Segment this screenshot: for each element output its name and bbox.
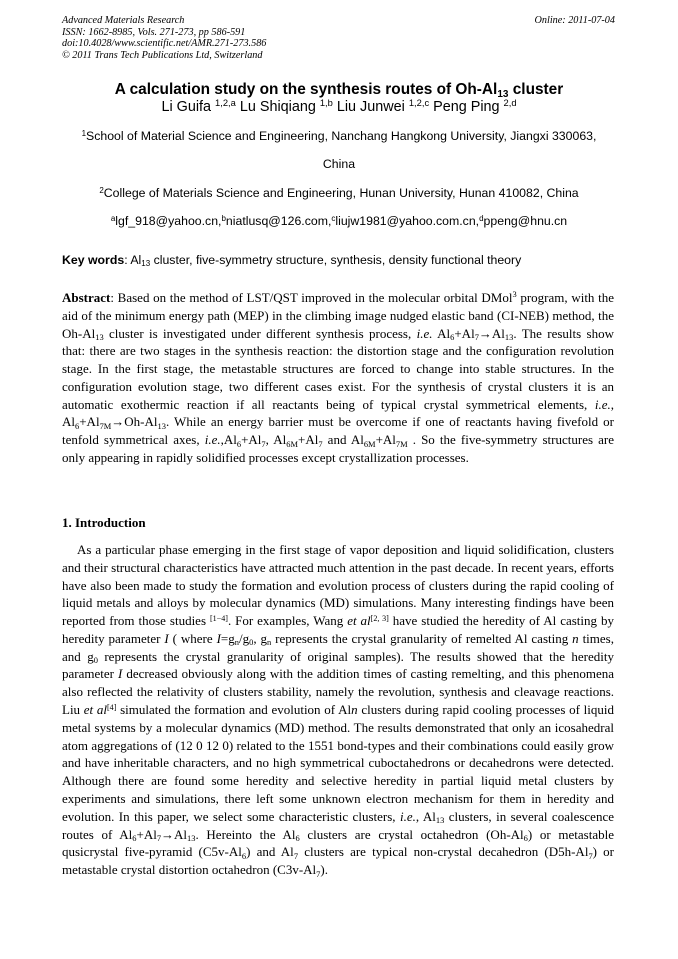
keywords-text: cluster, five-symmetry structure, synthesis, density functional theory bbox=[150, 253, 522, 267]
title-text: A calculation study on the synthesis routes of Oh-Al bbox=[114, 81, 498, 98]
copyright-line: © 2011 Trans Tech Publications Ltd, Switzerland bbox=[62, 49, 263, 61]
affiliation-text: College of Materials Science and Engineering, Hunan University, Hunan 410082, China bbox=[103, 186, 579, 200]
online-date: Online: 2011-07-04 bbox=[534, 15, 615, 26]
author-name: Peng Ping bbox=[433, 99, 500, 115]
author-affiliation-mark: 2,d bbox=[503, 97, 517, 108]
email-address[interactable]: lgf_918@yahoo.cn, bbox=[115, 214, 222, 228]
email-mark: d bbox=[479, 213, 484, 223]
abstract-text: : Based on the method of LST/QST improved in the molecular orbital DMol$^3$ program, with the aid of the minimum energy path (MEP) in the climbing image nudged elastic band (CI-NEB) method, the $Oh-Al_{13}$ cluster is investigated under different synthesis process, i.e. $Al_6+Al_7\to Al_{13}$. The results show that: there are two stages in the synthesis reaction: the distortion stage and the configuration revolution stage. In the first stage, the metastable structures are forced to change into stable structures. In the configuration evolution stage, two different cases exist. For the synthesis of crystal clusters it is an automatic exothermic reaction if all reactants being of typical crystal symmetrical elements, i.e., $Al_6+Al_{7M}\to Oh-Al_{13}$. While an energy barrier must be overcome if one of reactants having fivefold or tenfold symmetrical axes, $i.e.,Al_6+Al_7$, $Al_{6M}+Al_7$ and $Al_{6M}+Al_{7M}$ . So the five-symmetry structures are only appearing in rapidly solidified processes except crystallization processes. bbox=[62, 289, 615, 466]
title-suffix: cluster bbox=[508, 81, 564, 98]
keywords-subscript: 13 bbox=[141, 259, 151, 269]
affiliation-1 bbox=[0, 129, 678, 143]
paper-title bbox=[0, 81, 678, 99]
affiliation-mark: 1 bbox=[81, 128, 87, 138]
section-heading-introduction: 1. Introduction bbox=[62, 515, 146, 530]
author-name: Li Guifa bbox=[161, 99, 212, 115]
title-subscript: 13 bbox=[497, 89, 509, 100]
abstract bbox=[62, 289, 614, 467]
journal-header bbox=[62, 15, 266, 61]
email-mark: c bbox=[331, 213, 336, 223]
author-list bbox=[0, 99, 678, 115]
email-address[interactable]: ppeng@hnu.cn bbox=[483, 214, 568, 228]
email-list bbox=[0, 214, 678, 228]
journal-name: Advanced Materials Research bbox=[62, 15, 185, 26]
doi-line: doi:10.4028/www.scientific.net/AMR.271-273.586 bbox=[62, 38, 267, 50]
introduction-body: As a particular phase emerging in the first stage of vapor deposition and liquid solidification, clusters and their structural characteristics have attracted much attention in the past decade. In recent years, efforts have also been made to study the formation and evolution process of clusters during the rapid cooling of liquid metals and alloys by molecular dynamics (MD) simulations. Many interesting findings have been reported from those studies [1−4]. For examples, Wang et al[2, 3] have studied the heredity of Al casting by heredity parameter I ( where $I=g_n/g_0$, $g_n$ represents the crystal granularity of remelted Al casting n times, and $g_0$ represents the crystal granularity of original samples). The results showed that the heredity parameter I decreased obviously along with the addition times of casting remelting, and this phenomena also reflected the relativity of clusters stability, namely the revolution, synthesis and cleavage reactions. Liu et al[4] simulated the formation and evolution of Aln clusters during rapid cooling processes of liquid metal systems by a molecular dynamics (MD) method. The results demonstrated that only an icosahedral atom aggregations of (12 0 12 0) related to the 1551 bond-types and their combinations could easily grow and have inheritable characters, and no high symmetrical cuboctahedrons or decahedrons were detected. Although there are found some heredity and selective heredity in partial liquid metal clusters by experiments and simulations, there left some unknown electron mechanism for them in heredity and evolution. In this paper, we select some characteristic clusters, i.e., $Al_{13}$ clusters, in several coalescence routes of $Al_6+Al_7\to Al_{13}$. Hereinto the $Al_6$ clusters are crystal octahedron $(Oh-Al_6)$ or metastable qusicrystal five-pyramid $(C5v-Al_6)$ and $Al_7$ clusters are typical non-crystal decahedron $(D5h-Al_7)$ or metastable crystal distortion octahedron $(C3v-Al_7)$. bbox=[62, 542, 615, 879]
issn-line: ISSN: 1662-8985, Vols. 271-273, pp 586-591 bbox=[62, 26, 246, 38]
email-address[interactable]: liujw1981@yahoo.com.cn, bbox=[335, 214, 480, 228]
abstract-label: Abstract bbox=[62, 290, 111, 305]
affiliation-text: School of Material Science and Engineering, Nanchang Hangkong University, Jiangxi 330063, bbox=[86, 129, 597, 143]
affiliation-1-country: China bbox=[322, 157, 356, 171]
keywords-al: Al bbox=[130, 253, 142, 267]
email-address[interactable]: niatlusq@126.com, bbox=[225, 214, 332, 228]
author-name: Liu Junwei bbox=[336, 99, 405, 115]
affiliation-2 bbox=[0, 186, 678, 200]
author-affiliation-mark: 1,b bbox=[319, 97, 333, 108]
email-mark: b bbox=[221, 213, 226, 223]
author-affiliation-mark: 1,2,a bbox=[215, 97, 236, 108]
author-name: Lu Shiqiang bbox=[239, 99, 316, 115]
email-mark: a bbox=[110, 213, 116, 223]
keywords: Key words: $Al_{13}$ cluster, five-symmetry structure, synthesis, density functional theory bbox=[62, 253, 522, 269]
author-affiliation-mark: 1,2,c bbox=[408, 97, 430, 108]
affiliation-mark: 2 bbox=[99, 185, 104, 195]
keywords-label: Key words bbox=[62, 253, 125, 267]
